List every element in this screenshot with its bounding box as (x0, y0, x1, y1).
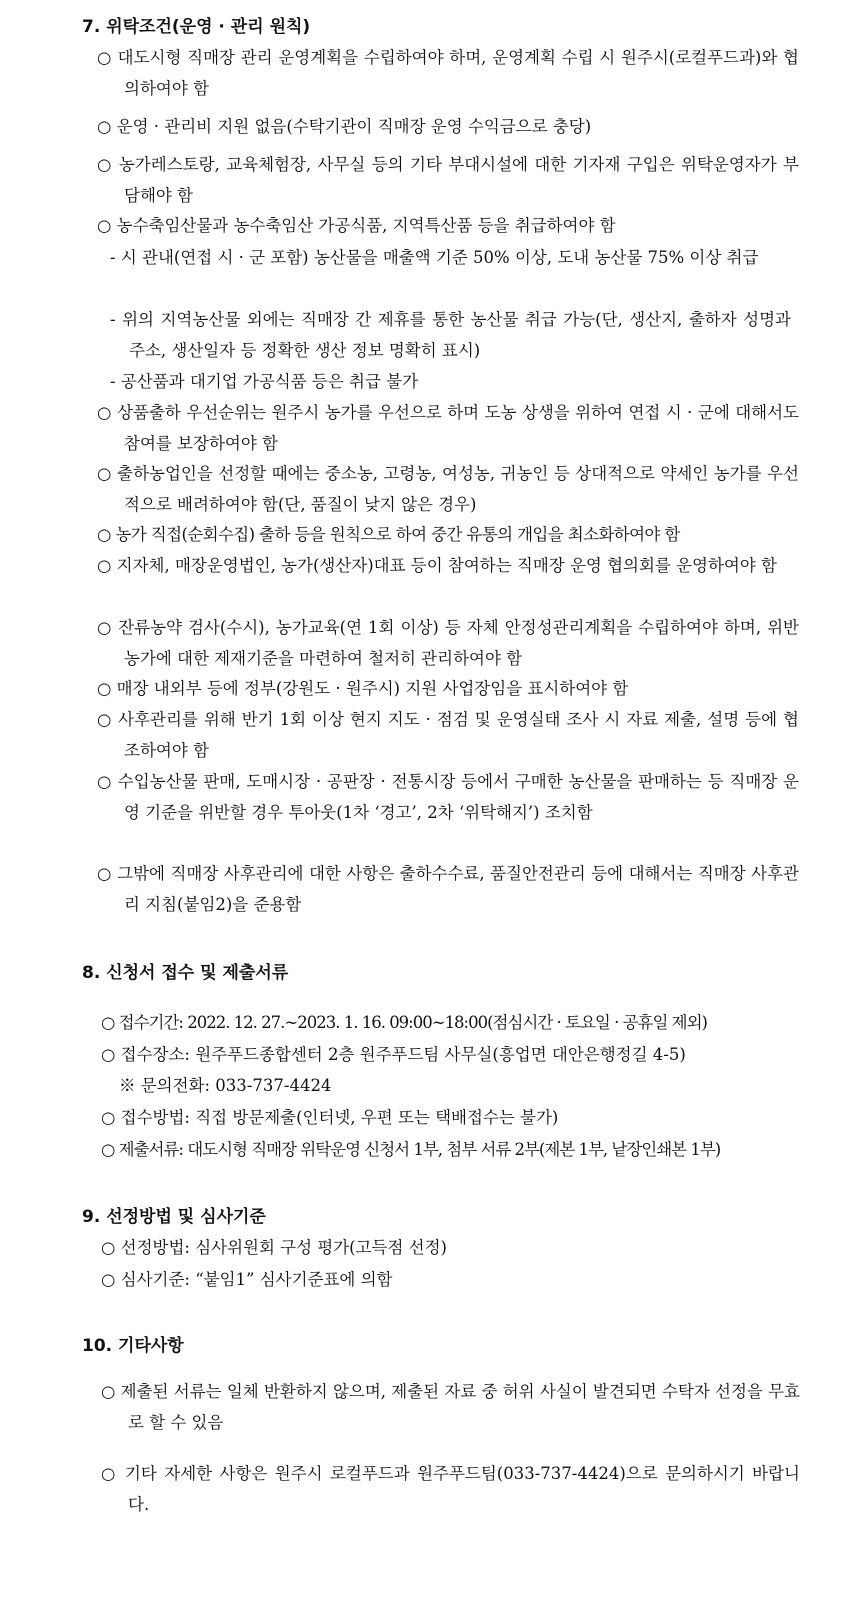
section-8-item-1: ○ 접수기간: 2022. 12. 27.∼2023. 1. 16. 09:00∼18:00(점심시간 · 토요일 · 공휴일 제외) (101, 1013, 707, 1032)
section-8-item-3: ○ 접수방법: 직접 방문제출(인터넷, 우편 또는 택배접수는 불가) (101, 1108, 559, 1127)
section-10-heading: 10. 기타사항 (82, 1336, 184, 1356)
section-10-item-2: ○ 기타 자세한 사항은 원주시 로컬푸드과 원주푸드팀(033-737-4424)으로 문의하시기 바랍니다. (101, 1464, 800, 1514)
section-7-item-1: ○ 대도시형 직매장 관리 운영계획을 수립하여야 하며, 운영계획 수립 시 원주시(로컬푸드과)와 협의하여야 함 (97, 48, 799, 98)
section-10-item-1: ○ 제출된 서류는 일체 반환하지 않으며, 제출된 자료 중 허위 사실이 발견되면 수탁자 선정을 무효로 할 수 있음 (101, 1382, 800, 1432)
section-8-heading: 8. 신청서 접수 및 제출서류 (82, 963, 289, 983)
section-7-item-8: ○ 지자체, 매장운영법인, 농가(생산자)대표 등이 참여하는 직매장 운영 협의회를 운영하여야 함 (97, 556, 777, 575)
section-7-item-12: ○ 수입농산물 판매, 도매시장 · 공판장 · 전통시장 등에서 구매한 농산물을 판매하는 등 직매장 운영 기준을 위반할 경우 투아웃(1차 ‘경고’, 2차 ‘위탁해지’) 조치함 (97, 772, 799, 822)
section-7-item-6: ○ 출하농업인을 선정할 때에는 중소농, 고령농, 여성농, 귀농인 등 상대적으로 약세인 농가를 우선적으로 배려하여야 함(단, 품질이 낮지 않은 경우) (97, 464, 799, 514)
section-8-item-4: ○ 제출서류: 대도시형 직매장 위탁운영 신청서 1부, 첨부 서류 2부(제본 1부, 낱장인쇄본 1부) (101, 1140, 721, 1159)
section-7-subitem-3: - 공산품과 대기업 가공식품 등은 취급 불가 (110, 372, 419, 391)
section-7-item-13: ○ 그밖에 직매장 사후관리에 대한 사항은 출하수수료, 품질안전관리 등에 대해서는 직매장 사후관리 지침(붙임2)을 준용함 (97, 864, 799, 914)
section-7-subitem-2: - 위의 지역농산물 외에는 직매장 간 제휴를 통한 농산물 취급 가능(단, 생산지, 출하자 성명과 주소, 생산일자 등 정확한 생산 정보 명확히 표시) (110, 310, 791, 360)
section-9-item-1: ○ 선정방법: 심사위원회 구성 평가(고득점 선정) (101, 1238, 447, 1257)
section-7-item-5: ○ 상품출하 우선순위는 원주시 농가를 우선으로 하며 도농 상생을 위하여 연접 시 · 군에 대해서도 참여를 보장하여야 함 (97, 403, 799, 453)
section-9-item-2: ○ 심사기준: “붙임1” 심사기준표에 의함 (101, 1270, 393, 1289)
section-9-heading: 9. 선정방법 및 심사기준 (82, 1207, 266, 1227)
section-7-item-9: ○ 잔류농약 검사(수시), 농가교육(연 1회 이상) 등 자체 안정성관리계획을 수립하여야 하며, 위반농가에 대한 제재기준을 마련하여 철저히 관리하여야 함 (97, 618, 799, 668)
section-7-item-4: ○ 농수축임산물과 농수축임산 가공식품, 지역특산품 등을 취급하여야 함 (97, 216, 616, 235)
section-8-item-2: ○ 접수장소: 원주푸드종합센터 2층 원주푸드팀 사무실(흥업면 대안은행정길 4-5) (101, 1045, 686, 1064)
section-7-item-3: ○ 농가레스토랑, 교육체험장, 사무실 등의 기타 부대시설에 대한 기자재 구입은 위탁운영자가 부담해야 함 (97, 155, 799, 205)
section-8-note-phone: ※ 문의전화: 033-737-4424 (119, 1076, 332, 1095)
section-7-item-10: ○ 매장 내외부 등에 정부(강원도 · 원주시) 지원 사업장임을 표시하여야 함 (97, 679, 629, 698)
section-7-subitem-1: - 시 관내(연접 시 · 군 포함) 농산물을 매출액 기준 50% 이상, 도내 농산물 75% 이상 취급 (110, 248, 759, 267)
section-7-item-2: ○ 운영 · 관리비 지원 없음(수탁기관이 직매장 운영 수익금으로 충당) (97, 117, 592, 136)
section-7-item-11: ○ 사후관리를 위해 반기 1회 이상 현지 지도 · 점검 및 운영실태 조사 시 자료 제출, 설명 등에 협조하여야 함 (97, 710, 799, 760)
section-7-heading: 7. 위탁조건(운영 · 관리 원칙) (82, 17, 311, 37)
section-7-item-7: ○ 농가 직접(순회수집) 출하 등을 원칙으로 하여 중간 유통의 개입을 최소화하여야 함 (97, 525, 680, 544)
